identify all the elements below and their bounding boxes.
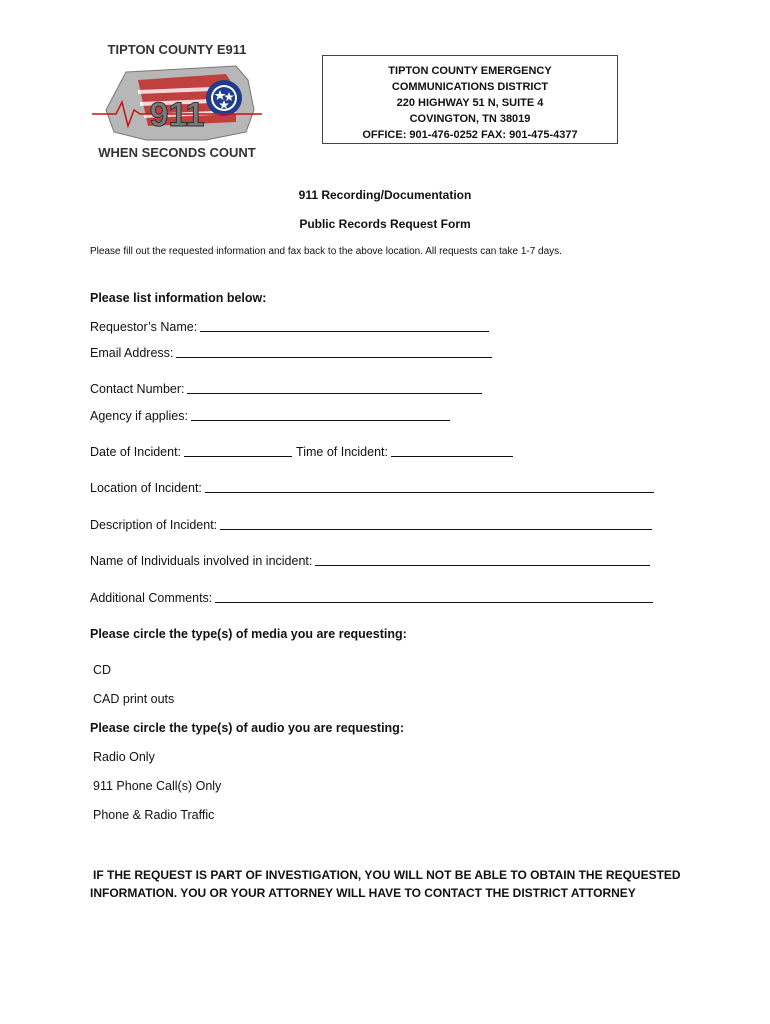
fill-line[interactable] [220, 528, 652, 530]
tipton-e911-logo [86, 40, 268, 162]
date-time-field [90, 445, 513, 459]
fill-line[interactable] [215, 601, 653, 603]
form-title: 911 Recording/Documentation [298, 188, 472, 202]
audio-option-phone-radio[interactable]: Phone & Radio Traffic [93, 808, 215, 822]
address-line: COMMUNICATIONS DISTRICT [391, 81, 549, 93]
field-label: Location of Incident: [90, 481, 202, 495]
time-fill-line[interactable] [391, 455, 513, 457]
field-label: Contact Number: [90, 382, 185, 396]
requestor-name-field[interactable] [90, 320, 489, 334]
field-label: Time of Incident: [296, 445, 388, 459]
field-label: Additional Comments: [90, 591, 213, 605]
fill-line[interactable] [200, 330, 489, 332]
info-heading: Please list information below: [90, 291, 267, 305]
audio-option-phone[interactable]: 911 Phone Call(s) Only [93, 779, 222, 793]
instructions-text: Please fill out the requested information and fax back to the above location. All requests can take 1-7 days. [90, 246, 562, 257]
contact-number-field[interactable] [90, 382, 482, 396]
audio-option-radio[interactable]: Radio Only [93, 750, 155, 764]
field-label: Date of Incident: [90, 445, 182, 459]
fill-line[interactable] [315, 564, 650, 566]
description-field[interactable] [90, 518, 652, 532]
address-line: TIPTON COUNTY EMERGENCY [388, 65, 552, 77]
audio-heading: Please circle the type(s) of audio you are requesting: [90, 721, 404, 735]
individuals-field[interactable] [90, 554, 650, 568]
email-field[interactable] [90, 346, 492, 360]
form-subtitle: Public Records Request Form [299, 217, 471, 231]
address-line: 220 HIGHWAY 51 N, SUITE 4 [396, 97, 544, 109]
address-line: OFFICE: 901-476-0252 FAX: 901-475-4377 [362, 129, 578, 141]
field-label: Description of Incident: [90, 518, 218, 532]
logo-911-text: 911 [149, 96, 205, 134]
comments-field[interactable] [90, 591, 653, 605]
address-box [322, 55, 618, 144]
fill-line[interactable] [205, 491, 654, 493]
media-option-cad[interactable]: CAD print outs [93, 692, 175, 706]
fill-line[interactable] [176, 356, 492, 358]
warning-line: IF THE REQUEST IS PART OF INVESTIGATION, YOU WILL NOT BE ABLE TO OBTAIN THE REQUESTED [93, 868, 681, 882]
location-field[interactable] [90, 481, 654, 495]
field-label: Agency if applies: [90, 409, 188, 423]
field-label: Requestor’s Name: [90, 320, 198, 334]
logo-graphic [86, 40, 268, 162]
media-option-cd[interactable]: CD [93, 663, 112, 677]
field-label: Name of Individuals involved in incident: [90, 554, 313, 568]
agency-field[interactable] [90, 409, 450, 423]
date-fill-line[interactable] [184, 455, 292, 457]
logo-bottom-text: WHEN SECONDS COUNT [98, 145, 256, 160]
fill-line[interactable] [191, 419, 450, 421]
fill-line[interactable] [187, 392, 482, 394]
logo-top-text: TIPTON COUNTY E911 [107, 42, 247, 57]
media-heading: Please circle the type(s) of media you are requesting: [90, 627, 407, 641]
investigation-warning [90, 866, 681, 902]
field-label: Email Address: [90, 346, 174, 360]
warning-line: INFORMATION. YOU OR YOUR ATTORNEY WILL HAVE TO CONTACT THE DISTRICT ATTORNEY [90, 886, 636, 900]
address-line: COVINGTON, TN 38019 [409, 113, 531, 125]
